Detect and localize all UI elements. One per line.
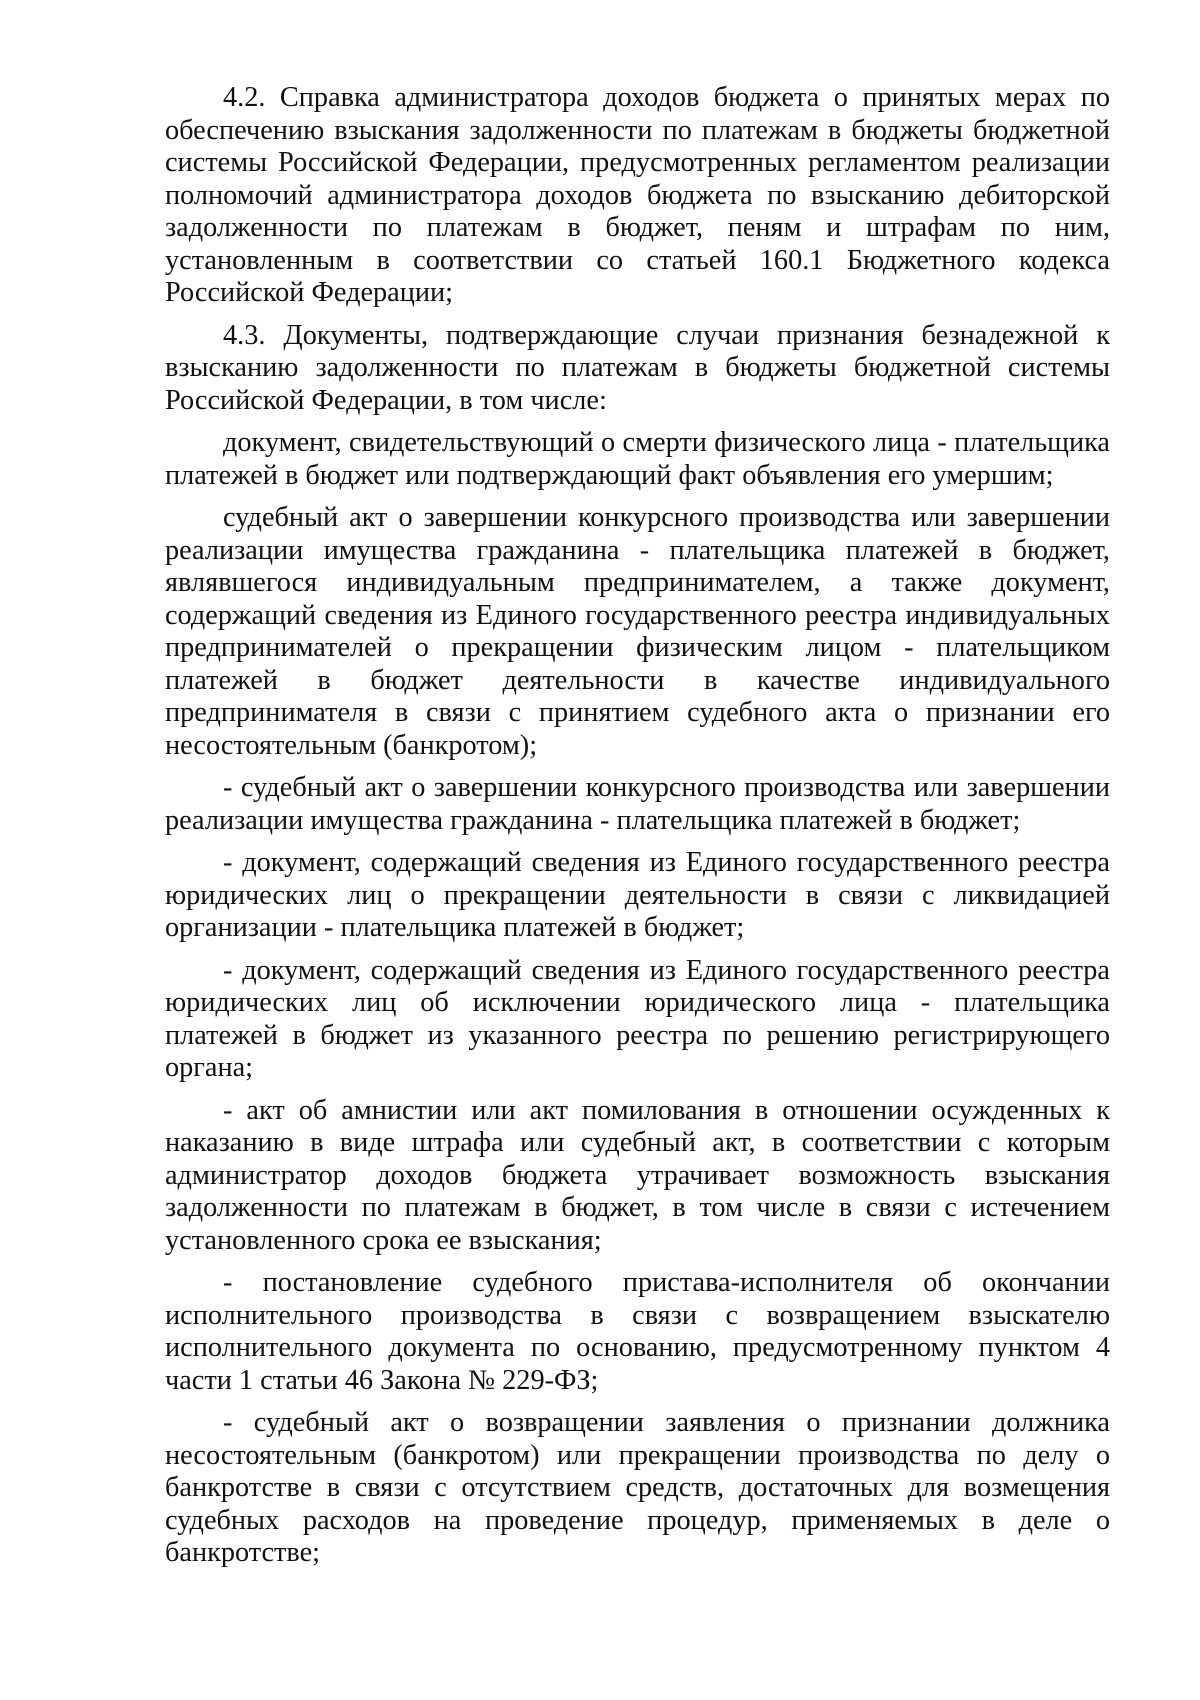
document-body: [165, 82, 1110, 1580]
list-item-bankruptcy-return: - судебный акт о возвращении заявления о признании должника несостоятельным (банкротом) или прекращении производства по делу о банкротстве в связи с отсутствием средств, достаточных для возмещения судебных расходов на проведение процедур, применяемых в деле о банкротстве;: [165, 1407, 1110, 1568]
list-item-bailiff-resolution: - постановление судебного пристава-исполнителя об окончании исполнительного производства в связи с возвращением взыскателю исполнительного документа по основанию, предусмотренному пунктом 4 части 1 статьи 46 Закона № 229-ФЗ;: [165, 1267, 1110, 1396]
paragraph-4-2: 4.2. Справка администратора доходов бюджета о принятых мерах по обеспечению взыскания задолженности по платежам в бюджеты бюджетной системы Российской Федерации, предусмотренных регламентом реализации полномочий администратора доходов бюджета по взысканию дебиторской задолженности по платежам в бюджет, пеням и штрафам по ним, установленным в соответствии со статьей 160.1 Бюджетного кодекса Российской Федерации;: [165, 82, 1110, 308]
list-item-bankruptcy-entrepreneur: судебный акт о завершении конкурсного производства или завершении реализации имущества гражданина - плательщика платежей в бюджет, являвшегося индивидуальным предпринимателем, а также документ, содержащий сведения из Единого государственного реестра индивидуальных предпринимателей о прекращении физическим лицом - плательщиком платежей в бюджет деятельности в качестве индивидуального предпринимателя в связи с принятием судебного акта о признании его несостоятельным (банкротом);: [165, 502, 1110, 761]
list-item-bankruptcy-citizen: - судебный акт о завершении конкурсного производства или завершении реализации имущества гражданина - плательщика платежей в бюджет;: [165, 772, 1110, 836]
list-item-death-document: документ, свидетельствующий о смерти физического лица - плательщика платежей в бюджет или подтверждающий факт объявления его умершим;: [165, 427, 1110, 491]
paragraph-4-3: 4.3. Документы, подтверждающие случаи признания безнадежной к взысканию задолженности по платежам в бюджеты бюджетной системы Российской Федерации, в том числе:: [165, 319, 1110, 416]
list-item-amnesty: - акт об амнистии или акт помилования в отношении осужденных к наказанию в виде штрафа или судебный акт, в соответствии с которым администратор доходов бюджета утрачивает возможность взыскания задолженности по платежам в бюджет, в том числе в связи с истечением установленного срока ее взыскания;: [165, 1094, 1110, 1256]
list-item-exclusion-from-registry: - документ, содержащий сведения из Единого государственного реестра юридических лиц об исключении юридического лица - плательщика платежей в бюджет из указанного реестра по решению регистрирующего органа;: [165, 954, 1110, 1083]
list-item-liquidation: - документ, содержащий сведения из Единого государственного реестра юридических лиц о прекращении деятельности в связи с ликвидацией организации - плательщика платежей в бюджет;: [165, 847, 1110, 943]
